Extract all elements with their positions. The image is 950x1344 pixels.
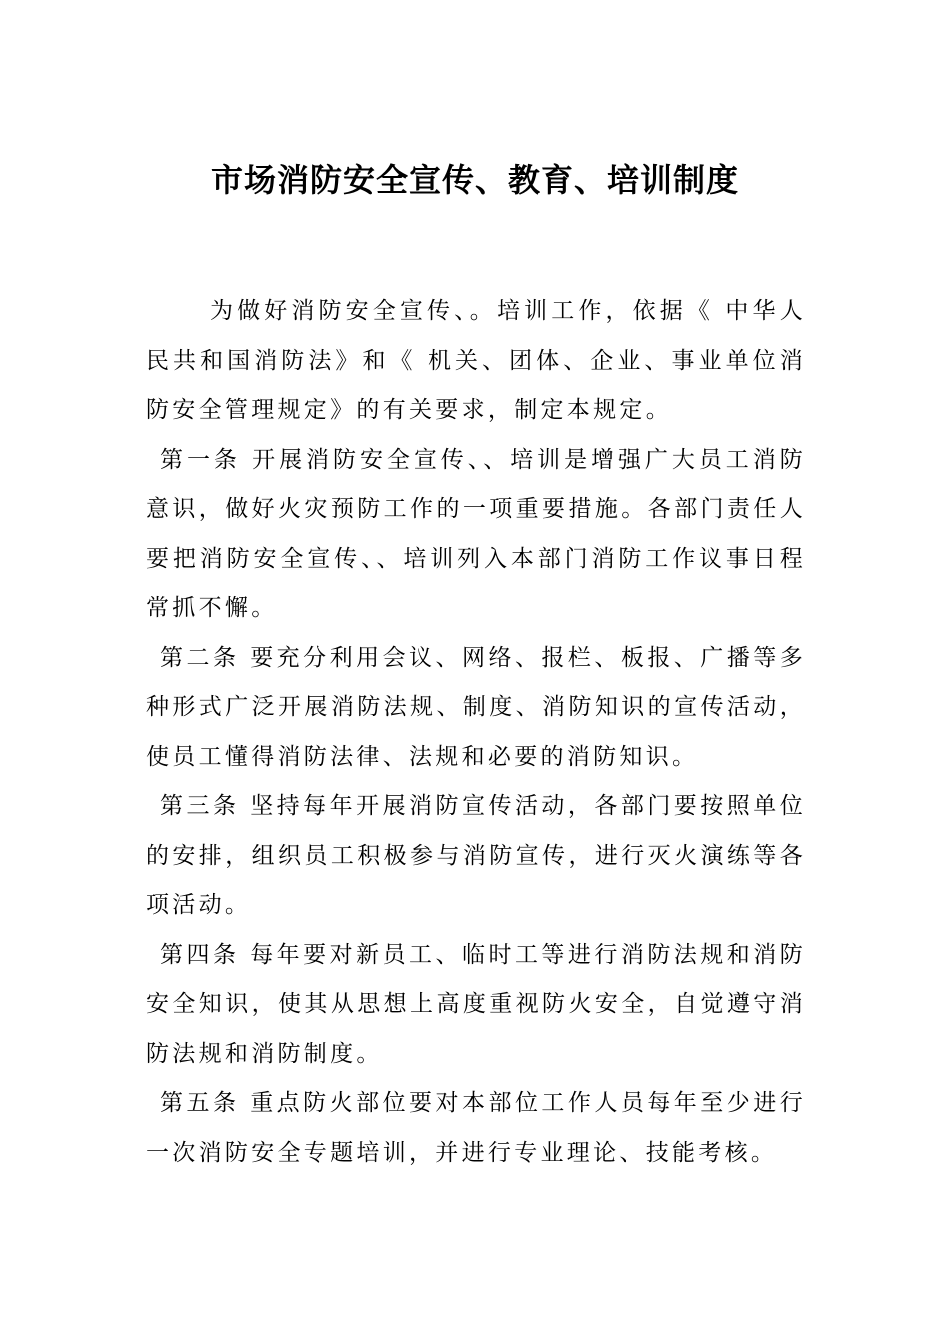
article-5-paragraph: 第五条 重点防火部位要对本部位工作人员每年至少进行一次消防安全专题培训，并进行专业理论、技能考核。 <box>146 1090 806 1166</box>
article-1-paragraph: 第一条 开展消防安全宣传、、培训是增强广大员工消防意识，做好火灾预防工作的一项重要措施。各部门责任人要把消防安全宣传、、培训列入本部门消防工作议事日程常抓不懈。 <box>146 446 806 621</box>
article-2-paragraph: 第二条 要充分利用会议、网络、报栏、板报、广播等多种形式广泛开展消防法规、制度、消防知识的宣传活动，使员工懂得消防法律、法规和必要的消防知识。 <box>146 644 806 770</box>
document-body <box>146 287 806 1178</box>
article-3-paragraph: 第三条 坚持每年开展消防宣传活动，各部门要按照单位的安排，组织员工积极参与消防宣传，进行灭火演练等各项活动。 <box>146 793 806 918</box>
article-4-paragraph: 第四条 每年要对新员工、临时工等进行消防法规和消防安全知识，使其从思想上高度重视防火安全，自觉遵守消防法规和消防制度。 <box>146 941 806 1067</box>
document-title: 市场消防安全宣传、教育、培训制度 <box>210 161 739 199</box>
intro-paragraph: 为做好消防安全宣传、。培训工作，依据《 中华人民共和国消防法》和《 机关、团体、企业、事业单位消防安全管理规定》的有关要求，制定本规定。 <box>146 298 806 423</box>
